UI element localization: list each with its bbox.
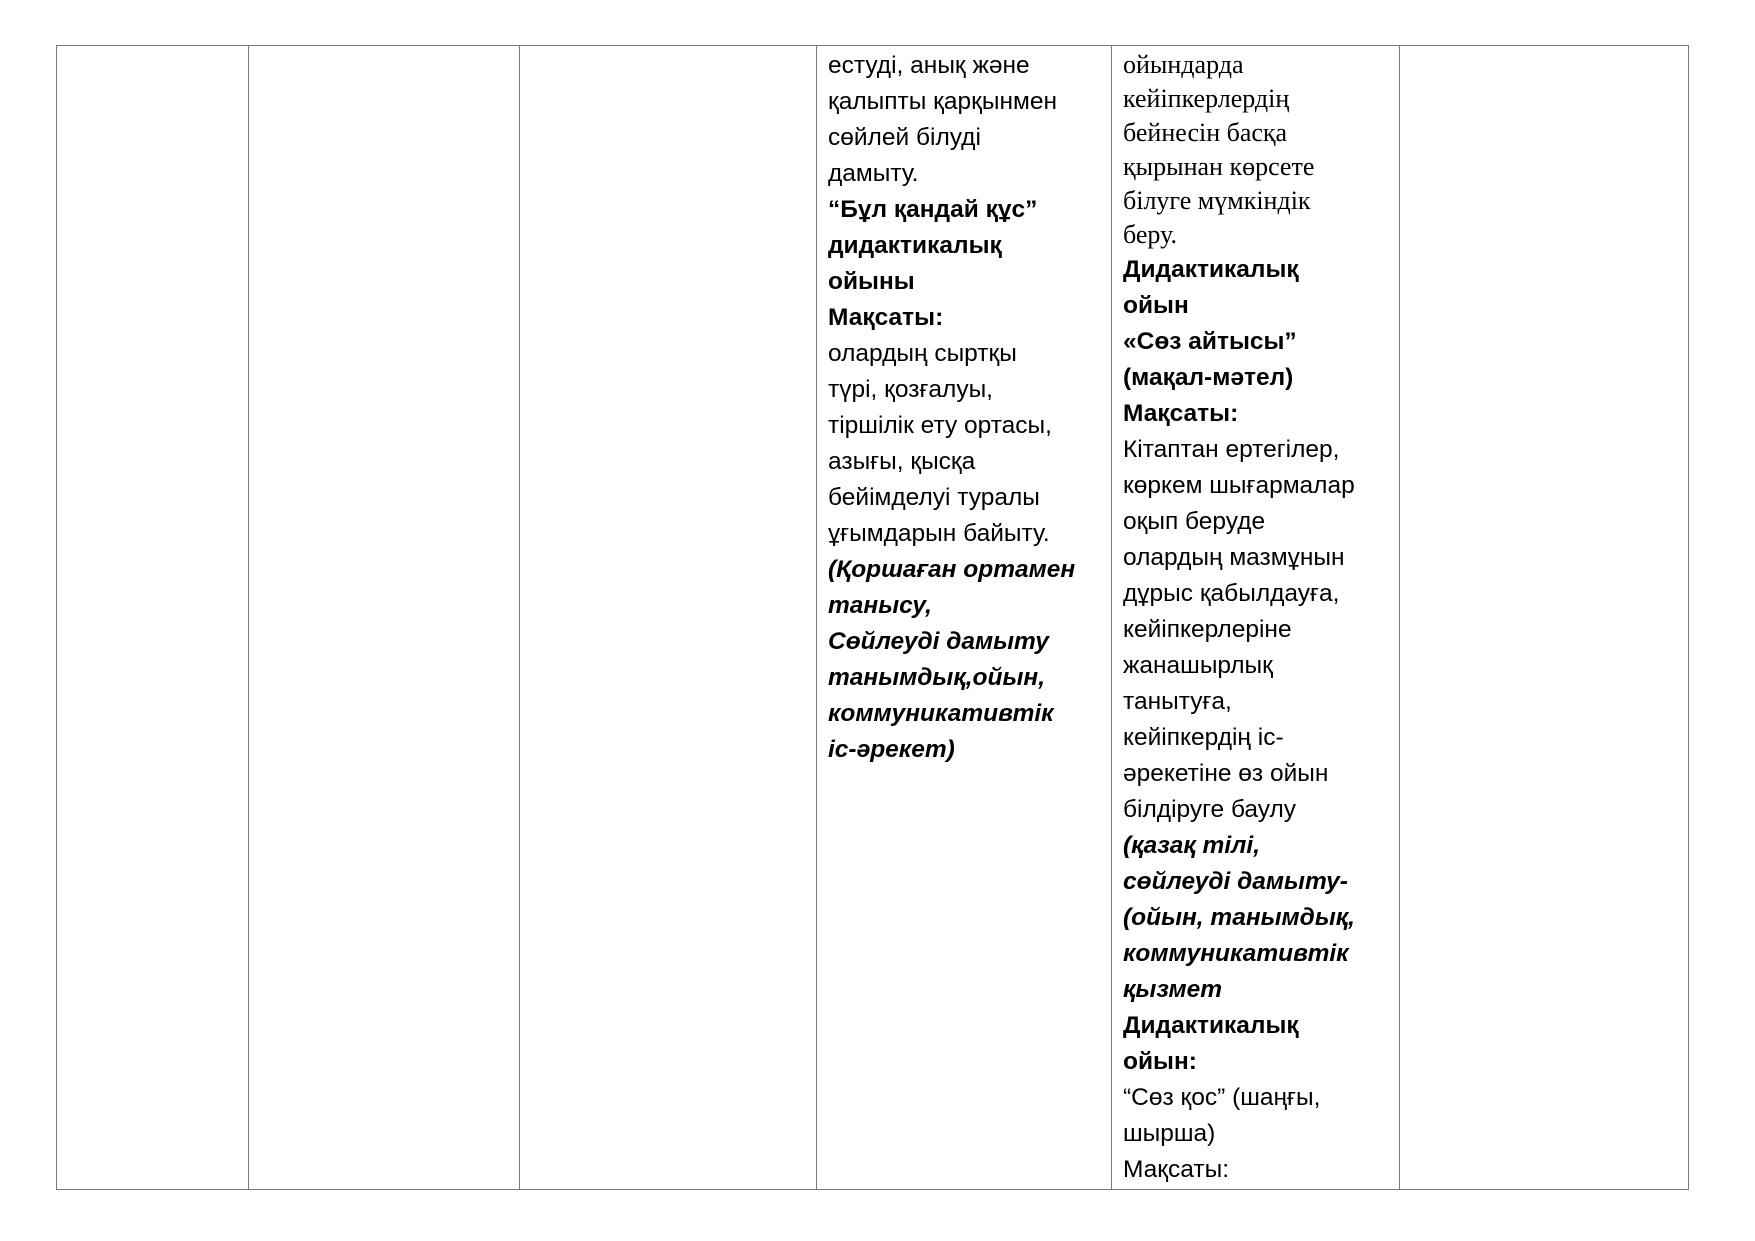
text-line: ойыны [828,268,915,295]
text-line: сөйлей білуді [828,124,981,151]
table-row [57,46,1689,1190]
text-line: Мақсаты: [1123,400,1239,427]
text-line: бейнесін басқа [1123,118,1288,147]
text-line: беру. [1123,220,1177,249]
text-line: дамыту. [828,160,919,187]
text-line: олардың мазмұнын [1123,544,1345,571]
text-line: қырынан көрсете [1123,152,1315,181]
text-line: қалыпты қарқынмен [828,88,1057,115]
text-line: ойын [1123,292,1189,319]
text-line: көркем шығармалар [1123,472,1355,499]
plan-table [56,45,1689,1190]
text-line: дидактикалық [828,232,1002,259]
text-line: қызмет [1123,976,1223,1003]
text-line: Мақсаты: [1123,1156,1230,1183]
text-line: Сөйлеуді дамыту [828,628,1049,655]
table-cell-col2 [249,46,520,1190]
table-cell-col5 [1112,46,1400,1190]
text-line: түрі, қозғалуы, [828,376,993,403]
text-line: Мақсаты: [828,304,944,331]
text-line: бейімделуі туралы [828,484,1040,511]
text-line: (Қоршаған ортамен [828,556,1076,583]
text-line: “Сөз қос” (шаңғы, [1123,1084,1321,1111]
col5-paragraphs [1123,252,1389,1188]
text-line: ұғымдарын байыту. [828,520,1050,547]
text-line: (мақал-мәтел) [1123,364,1294,391]
text-line: тіршілік ету ортасы, [828,412,1052,439]
text-line: білуге мүмкіндік [1123,186,1311,215]
col5-text-block [1112,46,1399,1188]
text-line: Кітаптан ертегілер, [1123,436,1340,463]
text-line: танытуға, [1123,688,1232,715]
text-line: азығы, қысқа [828,448,976,475]
table-cell-col3 [520,46,817,1190]
text-line: коммуникативтік [1123,940,1349,967]
table-cell-col4 [817,46,1112,1190]
text-line: танысу, [828,592,932,619]
text-line: олардың сыртқы [828,340,1017,367]
text-line: іс-әрекет) [828,736,955,763]
text-line: Дидактикалық [1123,256,1299,283]
text-line: естуді, анық және [828,52,1030,79]
text-line: кейіпкерлердің [1123,84,1290,113]
text-line: Дидактикалық [1123,1012,1299,1039]
text-line: жанашырлық [1123,652,1273,679]
text-line: білдіруге баулу [1123,796,1297,823]
text-line: кейіпкердің іс- [1123,724,1284,751]
table-cell-col6 [1400,46,1689,1190]
text-line: дұрыс қабылдауға, [1123,580,1340,607]
text-line: оқып беруде [1123,508,1266,535]
text-line: (қазақ тілі, [1123,832,1260,859]
text-line: коммуникативтік [828,700,1054,727]
text-line: (ойын, танымдық, [1123,904,1355,931]
text-line: сөйлеуді дамыту- [1123,868,1348,895]
text-line: “Бұл қандай құс” [828,196,1038,223]
text-line: әрекетіне өз ойын [1123,760,1329,787]
table-cell-col1 [57,46,249,1190]
text-line: шырша) [1123,1120,1216,1147]
text-line: кейіпкерлеріне [1123,616,1292,643]
text-line: ойындарда [1123,50,1244,79]
text-line: танымдық,ойын, [828,664,1046,691]
text-line: ойын: [1123,1048,1197,1075]
col4-text-block [817,46,1111,768]
col5-serif-paragraph [1123,48,1389,252]
text-line: «Сөз айтысы” [1123,328,1297,355]
